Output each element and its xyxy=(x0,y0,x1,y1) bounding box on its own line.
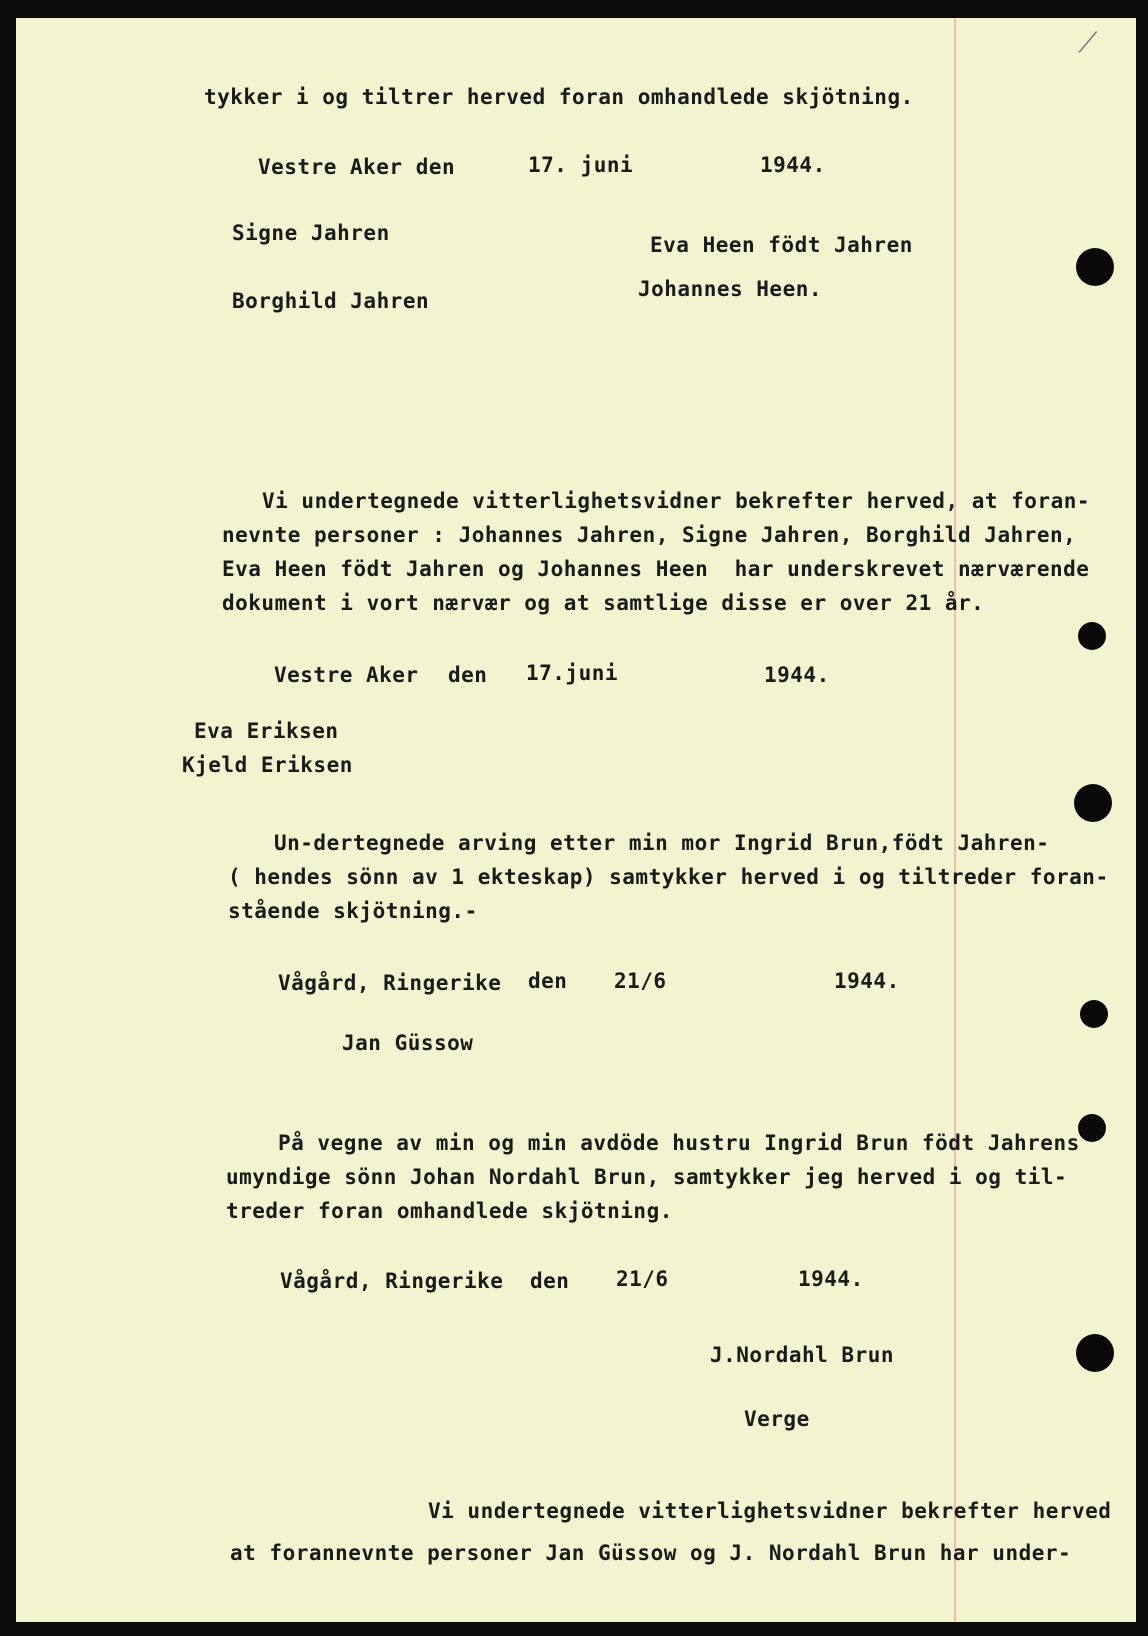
punch-hole xyxy=(1074,784,1112,822)
den: den xyxy=(528,969,568,993)
den: den xyxy=(530,1269,570,1293)
punch-hole xyxy=(1076,248,1114,286)
signature: J.Nordahl Brun xyxy=(710,1343,895,1367)
text-line: at forannevnte personer Jan Güssow og J. Nordahl Brun har under- xyxy=(230,1541,1072,1565)
pencil-tick-mark: ⟋ xyxy=(1078,26,1098,59)
signature: Johannes Heen. xyxy=(638,277,823,301)
place: Vågård, Ringerike xyxy=(280,1269,504,1293)
punch-hole xyxy=(1078,1114,1106,1142)
punch-hole xyxy=(1076,1334,1114,1372)
den: den xyxy=(448,663,488,687)
document-page xyxy=(16,18,1136,1622)
signature: Eva Heen födt Jahren xyxy=(650,233,913,257)
year: 1944. xyxy=(764,663,830,687)
margin-line xyxy=(954,18,956,1622)
text-line: ( hendes sönn av 1 ekteskap) samtykker herved i og tiltreder foran- xyxy=(228,865,1109,889)
punch-hole xyxy=(1078,622,1106,650)
date: 17.juni xyxy=(526,661,619,685)
text-line: umyndige sönn Johan Nordahl Brun, samtykker jeg herved i og til- xyxy=(226,1165,1068,1189)
year: 1944. xyxy=(834,969,900,993)
year: 1944. xyxy=(798,1267,864,1291)
date: 21/6 xyxy=(614,969,667,993)
date: 17. juni xyxy=(528,153,634,177)
signature: Kjeld Eriksen xyxy=(182,753,353,777)
date: 21/6 xyxy=(616,1267,669,1291)
signature: Signe Jahren xyxy=(232,221,390,245)
text-line: dokument i vort nærvær og at samtlige disse er over 21 år. xyxy=(222,591,985,615)
text-line: Vi undertegnede vitterlighetsvidner bekrefter herved, at foran- xyxy=(262,489,1091,513)
signature: Jan Güssow xyxy=(342,1031,474,1055)
place: Vågård, Ringerike xyxy=(278,971,502,995)
text-line: På vegne av min og min avdöde hustru Ingrid Brun födt Jahrens xyxy=(278,1131,1080,1155)
text-line: Eva Heen födt Jahren og Johannes Heen har underskrevet nærværende xyxy=(222,557,1090,581)
place: Vestre Aker xyxy=(274,663,419,687)
punch-hole xyxy=(1080,1000,1108,1028)
signature: Borghild Jahren xyxy=(232,289,430,313)
text-line: tykker i og tiltrer herved foran omhandlede skjötning. xyxy=(204,85,914,109)
text-line: nevnte personer : Johannes Jahren, Signe Jahren, Borghild Jahren, xyxy=(222,523,1077,547)
signature-role: Verge xyxy=(744,1407,810,1431)
text-line: treder foran omhandlede skjötning. xyxy=(226,1199,673,1223)
place: Vestre Aker den xyxy=(258,155,456,179)
text-line: Un-dertegnede arving etter min mor Ingrid Brun,födt Jahren- xyxy=(274,831,1050,855)
text-line: stående skjötning.- xyxy=(228,899,478,923)
year: 1944. xyxy=(760,153,826,177)
text-line: Vi undertegnede vitterlighetsvidner bekrefter herved xyxy=(428,1499,1112,1523)
signature: Eva Eriksen xyxy=(194,719,339,743)
